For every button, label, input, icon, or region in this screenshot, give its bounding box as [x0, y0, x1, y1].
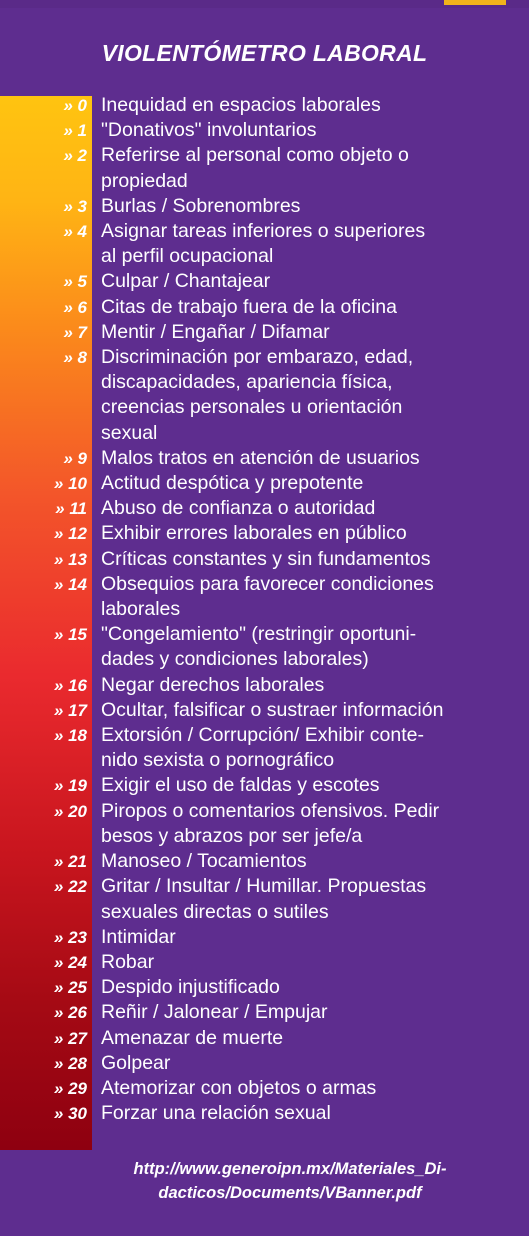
- list-item: [0, 698, 529, 723]
- description-line: sexual: [101, 421, 158, 444]
- level-description: [92, 874, 512, 924]
- description-line: Mentir / Engañar / Difamar: [101, 320, 330, 343]
- level-number: » 14: [53, 574, 87, 594]
- list-item: [0, 874, 529, 924]
- level-description: [92, 673, 512, 698]
- list-item: [0, 1101, 529, 1126]
- level-description: [92, 446, 512, 471]
- description-line: Culpar / Chantajear: [101, 270, 271, 293]
- level-description: [92, 773, 512, 798]
- level-description: [92, 521, 512, 546]
- level-description: [92, 1051, 512, 1076]
- level-number: » 6: [63, 297, 87, 317]
- description-line: Intimidar: [101, 925, 176, 948]
- description-line: Referirse al personal como objeto o: [101, 144, 409, 167]
- list-item: [0, 622, 529, 672]
- description-line: sexuales directas o sutiles: [101, 900, 329, 923]
- level-number: » 16: [53, 675, 87, 695]
- level-description: [92, 723, 512, 773]
- level-description: [92, 345, 512, 446]
- level-number: » 8: [63, 348, 87, 368]
- list-item: [0, 723, 529, 773]
- list-item: [0, 773, 529, 798]
- level-number: » 28: [53, 1053, 87, 1073]
- list-item: [0, 496, 529, 521]
- level-number: » 26: [53, 1003, 87, 1023]
- level-description: [92, 320, 512, 345]
- level-number: » 20: [53, 801, 87, 821]
- list-item: [0, 345, 529, 446]
- level-description: [92, 925, 512, 950]
- description-line: Atemorizar con objetos o armas: [101, 1076, 377, 1099]
- level-description: [92, 118, 512, 143]
- level-number: » 7: [63, 322, 87, 342]
- list-item: [0, 673, 529, 698]
- list-item: [0, 572, 529, 622]
- description-line: nido sexista o pornográfico: [101, 749, 335, 772]
- level-description: [92, 799, 512, 849]
- level-number: » 15: [53, 625, 87, 645]
- level-number: » 23: [53, 927, 87, 947]
- top-accent-bar: [444, 0, 506, 5]
- level-description: [92, 269, 512, 294]
- level-number: » 2: [63, 146, 87, 166]
- level-description: [92, 496, 512, 521]
- level-number: » 12: [53, 524, 87, 544]
- description-line: Malos tratos en atención de usuarios: [101, 446, 420, 469]
- level-description: [92, 1101, 512, 1126]
- level-number: » 11: [55, 499, 87, 519]
- level-number: » 5: [63, 272, 87, 292]
- description-line: Críticas constantes y sin fundamentos: [101, 547, 431, 570]
- level-number: » 19: [53, 776, 87, 796]
- page-title: VIOLENTÓMETRO LABORAL: [101, 40, 428, 66]
- level-description: [92, 143, 512, 193]
- level-number: » 25: [53, 978, 87, 998]
- level-number: » 18: [53, 726, 87, 746]
- description-line: Golpear: [101, 1051, 171, 1074]
- level-description: [92, 219, 512, 269]
- list-item: [0, 849, 529, 874]
- list-item: [0, 925, 529, 950]
- description-line: Forzar una relación sexual: [101, 1102, 331, 1125]
- level-description: [92, 572, 512, 622]
- source-url-line-1: http://www.generoipn.mx/Materiales_Di-: [133, 1160, 447, 1178]
- level-description: [92, 295, 512, 320]
- description-line: Obsequios para favorecer condiciones: [101, 572, 434, 595]
- description-line: Robar: [101, 950, 155, 973]
- description-line: Amenazar de muerte: [101, 1026, 284, 1049]
- list-item: [0, 1076, 529, 1101]
- level-number: » 24: [53, 952, 87, 972]
- level-description: [92, 194, 512, 219]
- level-number: » 10: [53, 474, 87, 494]
- level-description: [92, 471, 512, 496]
- description-line: discapacidades, apariencia física,: [101, 371, 393, 394]
- level-number: » 29: [53, 1078, 87, 1098]
- list-item: [0, 93, 529, 118]
- list-item: [0, 521, 529, 546]
- list-item: [0, 950, 529, 975]
- level-description: [92, 1000, 512, 1025]
- level-description: [92, 698, 512, 723]
- level-number: » 30: [53, 1104, 87, 1124]
- list-item: [0, 295, 529, 320]
- list-item: [0, 143, 529, 193]
- description-line: Piropos o comentarios ofensivos. Pedir: [101, 799, 440, 822]
- level-number: » 21: [53, 852, 87, 872]
- description-line: Exhibir errores laborales en público: [101, 522, 407, 545]
- description-line: propiedad: [101, 169, 188, 192]
- list-item: [0, 320, 529, 345]
- description-line: besos y abrazos por ser jefe/a: [101, 824, 363, 847]
- level-number: » 17: [53, 700, 87, 720]
- list-item: [0, 219, 529, 269]
- source-url-line-2: dacticos/Documents/VBanner.pdf: [158, 1184, 422, 1202]
- list-item: [0, 446, 529, 471]
- level-number: » 1: [63, 121, 87, 141]
- level-description: [92, 622, 512, 672]
- level-description: [92, 1076, 512, 1101]
- description-line: Negar derechos laborales: [101, 673, 325, 696]
- description-line: Reñir / Jalonear / Empujar: [101, 1001, 328, 1024]
- description-line: Ocultar, falsificar o sustraer información: [101, 698, 444, 721]
- level-description: [92, 950, 512, 975]
- description-line: Citas de trabajo fuera de la oficina: [101, 295, 397, 318]
- description-line: "Congelamiento" (restringir oportuni-: [101, 623, 417, 646]
- description-line: creencias personales u orientación: [101, 396, 403, 419]
- description-line: Despido injustificado: [101, 976, 280, 999]
- level-description: [92, 849, 512, 874]
- list-item: [0, 194, 529, 219]
- level-description: [92, 975, 512, 1000]
- violence-level-list: [0, 93, 529, 1126]
- description-line: Exigir el uso de faldas y escotes: [101, 774, 380, 797]
- list-item: [0, 269, 529, 294]
- level-description: [92, 93, 512, 118]
- list-item: [0, 547, 529, 572]
- list-item: [0, 471, 529, 496]
- level-number: » 27: [53, 1028, 87, 1048]
- description-line: Gritar / Insultar / Humillar. Propuestas: [101, 875, 427, 898]
- list-item: [0, 799, 529, 849]
- description-line: Asignar tareas inferiores o superiores: [101, 220, 426, 243]
- list-item: [0, 118, 529, 143]
- level-number: » 0: [63, 96, 87, 115]
- description-line: al perfil ocupacional: [101, 245, 274, 268]
- level-number: » 4: [63, 222, 87, 242]
- description-line: Extorsión / Corrupción/ Exhibir conte-: [101, 724, 424, 747]
- description-line: Discriminación por embarazo, edad,: [101, 346, 414, 369]
- level-number: » 9: [63, 448, 87, 468]
- list-item: [0, 975, 529, 1000]
- description-line: Manoseo / Tocamientos: [101, 850, 307, 873]
- description-line: laborales: [101, 598, 181, 621]
- description-line: Burlas / Sobrenombres: [101, 194, 301, 217]
- source-url: [60, 1157, 520, 1205]
- description-line: "Donativos" involuntarios: [101, 119, 317, 142]
- description-line: Abuso de confianza o autoridad: [101, 497, 376, 520]
- level-description: [92, 1026, 512, 1051]
- level-number: » 3: [63, 196, 87, 216]
- level-number: » 13: [53, 549, 87, 569]
- list-item: [0, 1000, 529, 1025]
- description-line: Actitud despótica y prepotente: [101, 472, 364, 495]
- list-item: [0, 1051, 529, 1076]
- level-description: [92, 547, 512, 572]
- level-number: » 22: [53, 877, 87, 897]
- description-line: dades y condiciones laborales): [101, 648, 369, 671]
- description-line: Inequidad en espacios laborales: [101, 94, 381, 116]
- list-item: [0, 1026, 529, 1051]
